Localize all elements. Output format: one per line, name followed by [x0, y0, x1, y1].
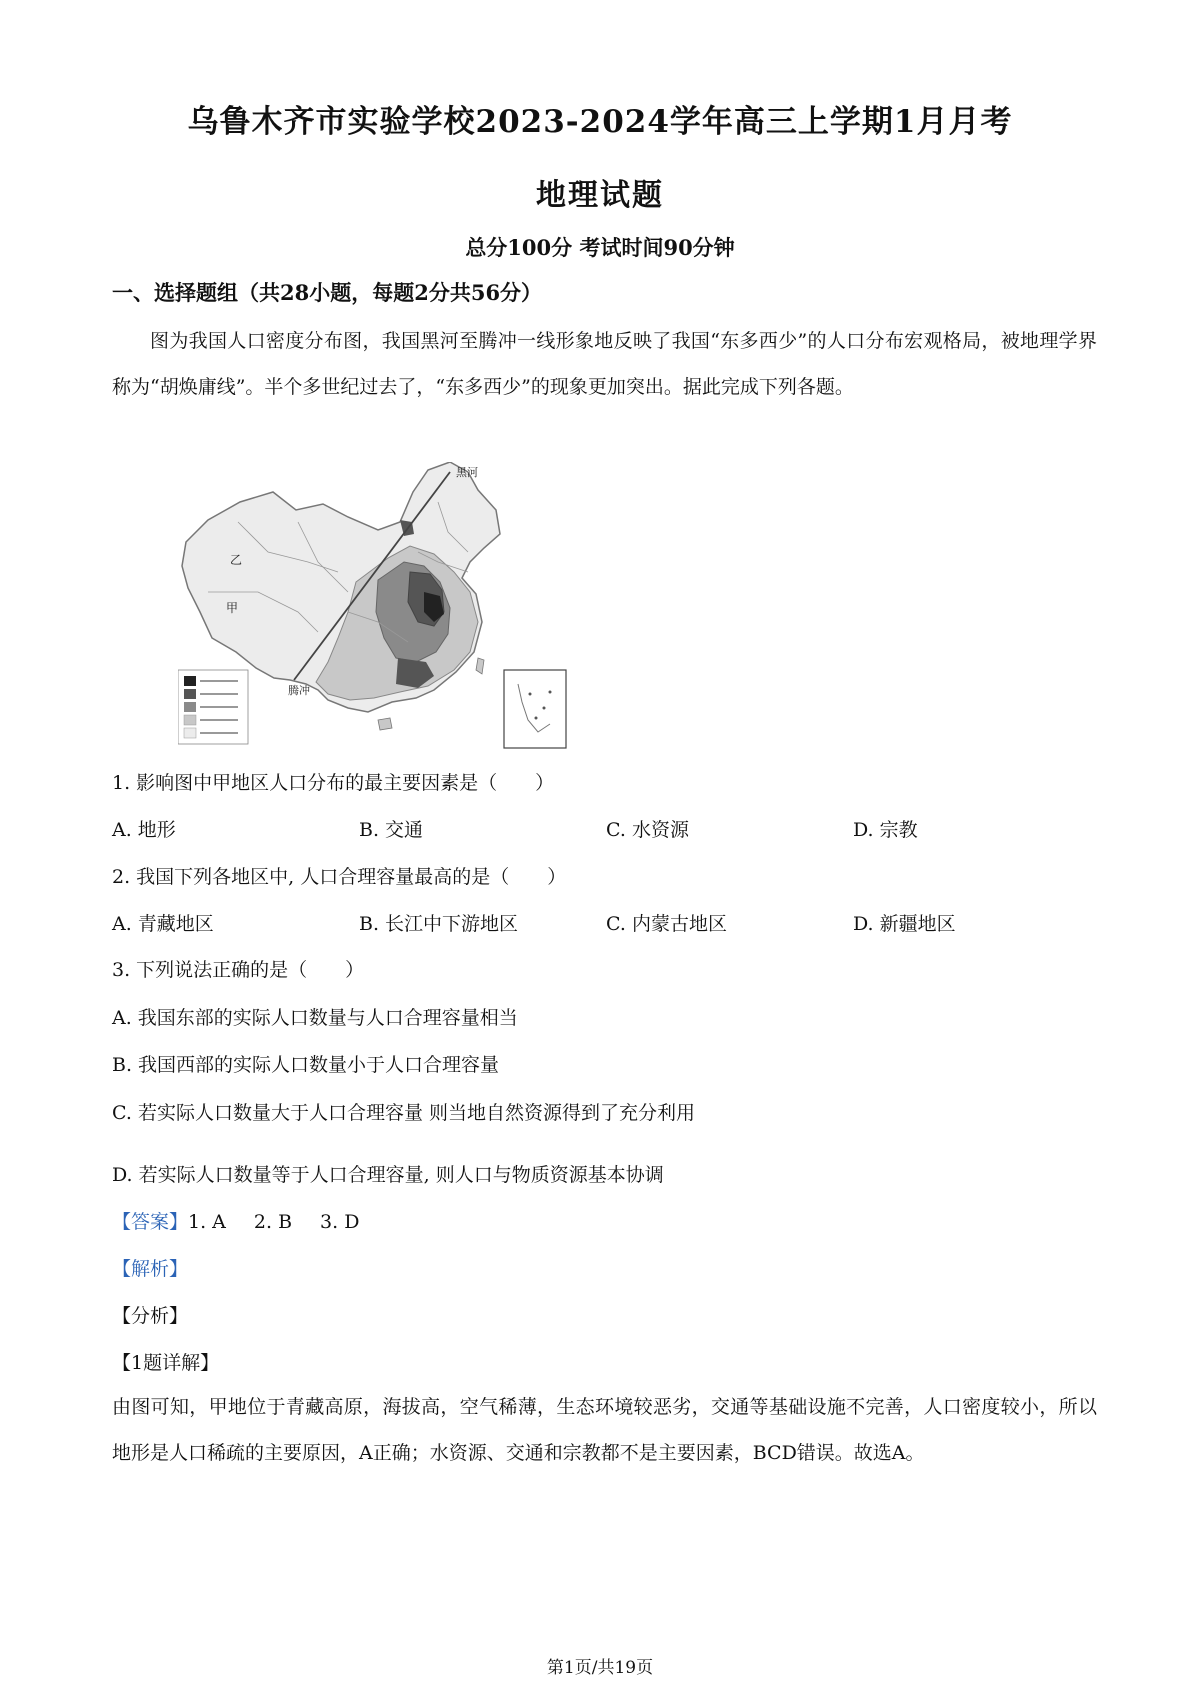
question-3-option-b: B. 我国西部的实际人口数量小于人口合理容量	[112, 1054, 500, 1076]
map-legend	[178, 670, 248, 744]
question-3-stem: 3. 下列说法正确的是（ ）	[112, 959, 365, 981]
section-heading: 一、选择题组（共28小题，每题2分共56分）	[112, 280, 543, 305]
question-3-option-c: C. 若实际人口数量大于人口合理容量 则当地自然资源得到了充分利用	[112, 1102, 695, 1124]
taiwan-island	[476, 658, 484, 674]
answer-line	[112, 1207, 359, 1234]
question-2-options	[112, 909, 1102, 936]
question-3-option-d: D. 若实际人口数量等于人口合理容量, 则人口与物质资源基本协调	[112, 1164, 664, 1186]
answer-item: 2. B	[253, 1211, 293, 1233]
yi-label: 乙	[230, 553, 243, 567]
subject-title: 地理试题	[536, 178, 664, 213]
exam-meta: 总分100分 考试时间90分钟	[465, 235, 735, 260]
intro-paragraph: 图为我国人口密度分布图，我国黑河至腾冲一线形象地反映了我国“东多西少”的人口分布宏观格局，被地理学界称为“胡焕庸线”。半个多世纪过去了，“东多西少”的现象更加突出。据此完成下列各题。	[112, 330, 1097, 398]
exam-title: 乌鲁木齐市实验学校2023-2024学年高三上学期1月月考	[187, 104, 1013, 140]
answer-item: 3. D	[320, 1211, 360, 1233]
question-1-options	[112, 815, 1102, 842]
option: C. 水资源	[606, 819, 689, 841]
option: B. 交通	[359, 819, 424, 841]
heihe-label: 黑河	[456, 466, 478, 479]
hainan-island	[378, 718, 392, 730]
question-3-option-a: A. 我国东部的实际人口数量与人口合理容量相当	[112, 1007, 518, 1029]
option: A. 青藏地区	[112, 913, 214, 935]
page-footer: 第1页/共19页	[546, 1658, 654, 1678]
answer-label: 【答案】	[112, 1211, 189, 1233]
question-1-stem: 1. 影响图中甲地区人口分布的最主要因素是（ ）	[112, 772, 555, 794]
option: B. 长江中下游地区	[359, 913, 519, 935]
population-density-map	[178, 462, 578, 754]
jia-label: 甲	[226, 601, 239, 615]
option: D. 宗教	[853, 819, 918, 841]
detail-paragraph: 由图可知，甲地位于青藏高原，海拔高，空气稀薄，生态环境较恶劣，交通等基础设施不完善，人口密度较小，所以地形是人口稀疏的主要原因，A正确；水资源、交通和宗教都不是主要因素，BCD错误。故选A。	[112, 1396, 1097, 1464]
answer-item: 1. A	[188, 1211, 226, 1233]
fenxi-label: 【分析】	[112, 1305, 189, 1327]
question-2-stem: 2. 我国下列各地区中, 人口合理容量最高的是（ ）	[112, 866, 567, 888]
option: C. 内蒙古地区	[606, 913, 727, 935]
detail-label: 【1题详解】	[112, 1352, 220, 1374]
analysis-label: 【解析】	[112, 1258, 189, 1280]
map-figure	[178, 462, 578, 754]
south-china-sea-inset	[504, 670, 566, 748]
tengchong-label: 腾冲	[288, 684, 310, 697]
option: D. 新疆地区	[853, 913, 956, 935]
option: A. 地形	[112, 819, 176, 841]
